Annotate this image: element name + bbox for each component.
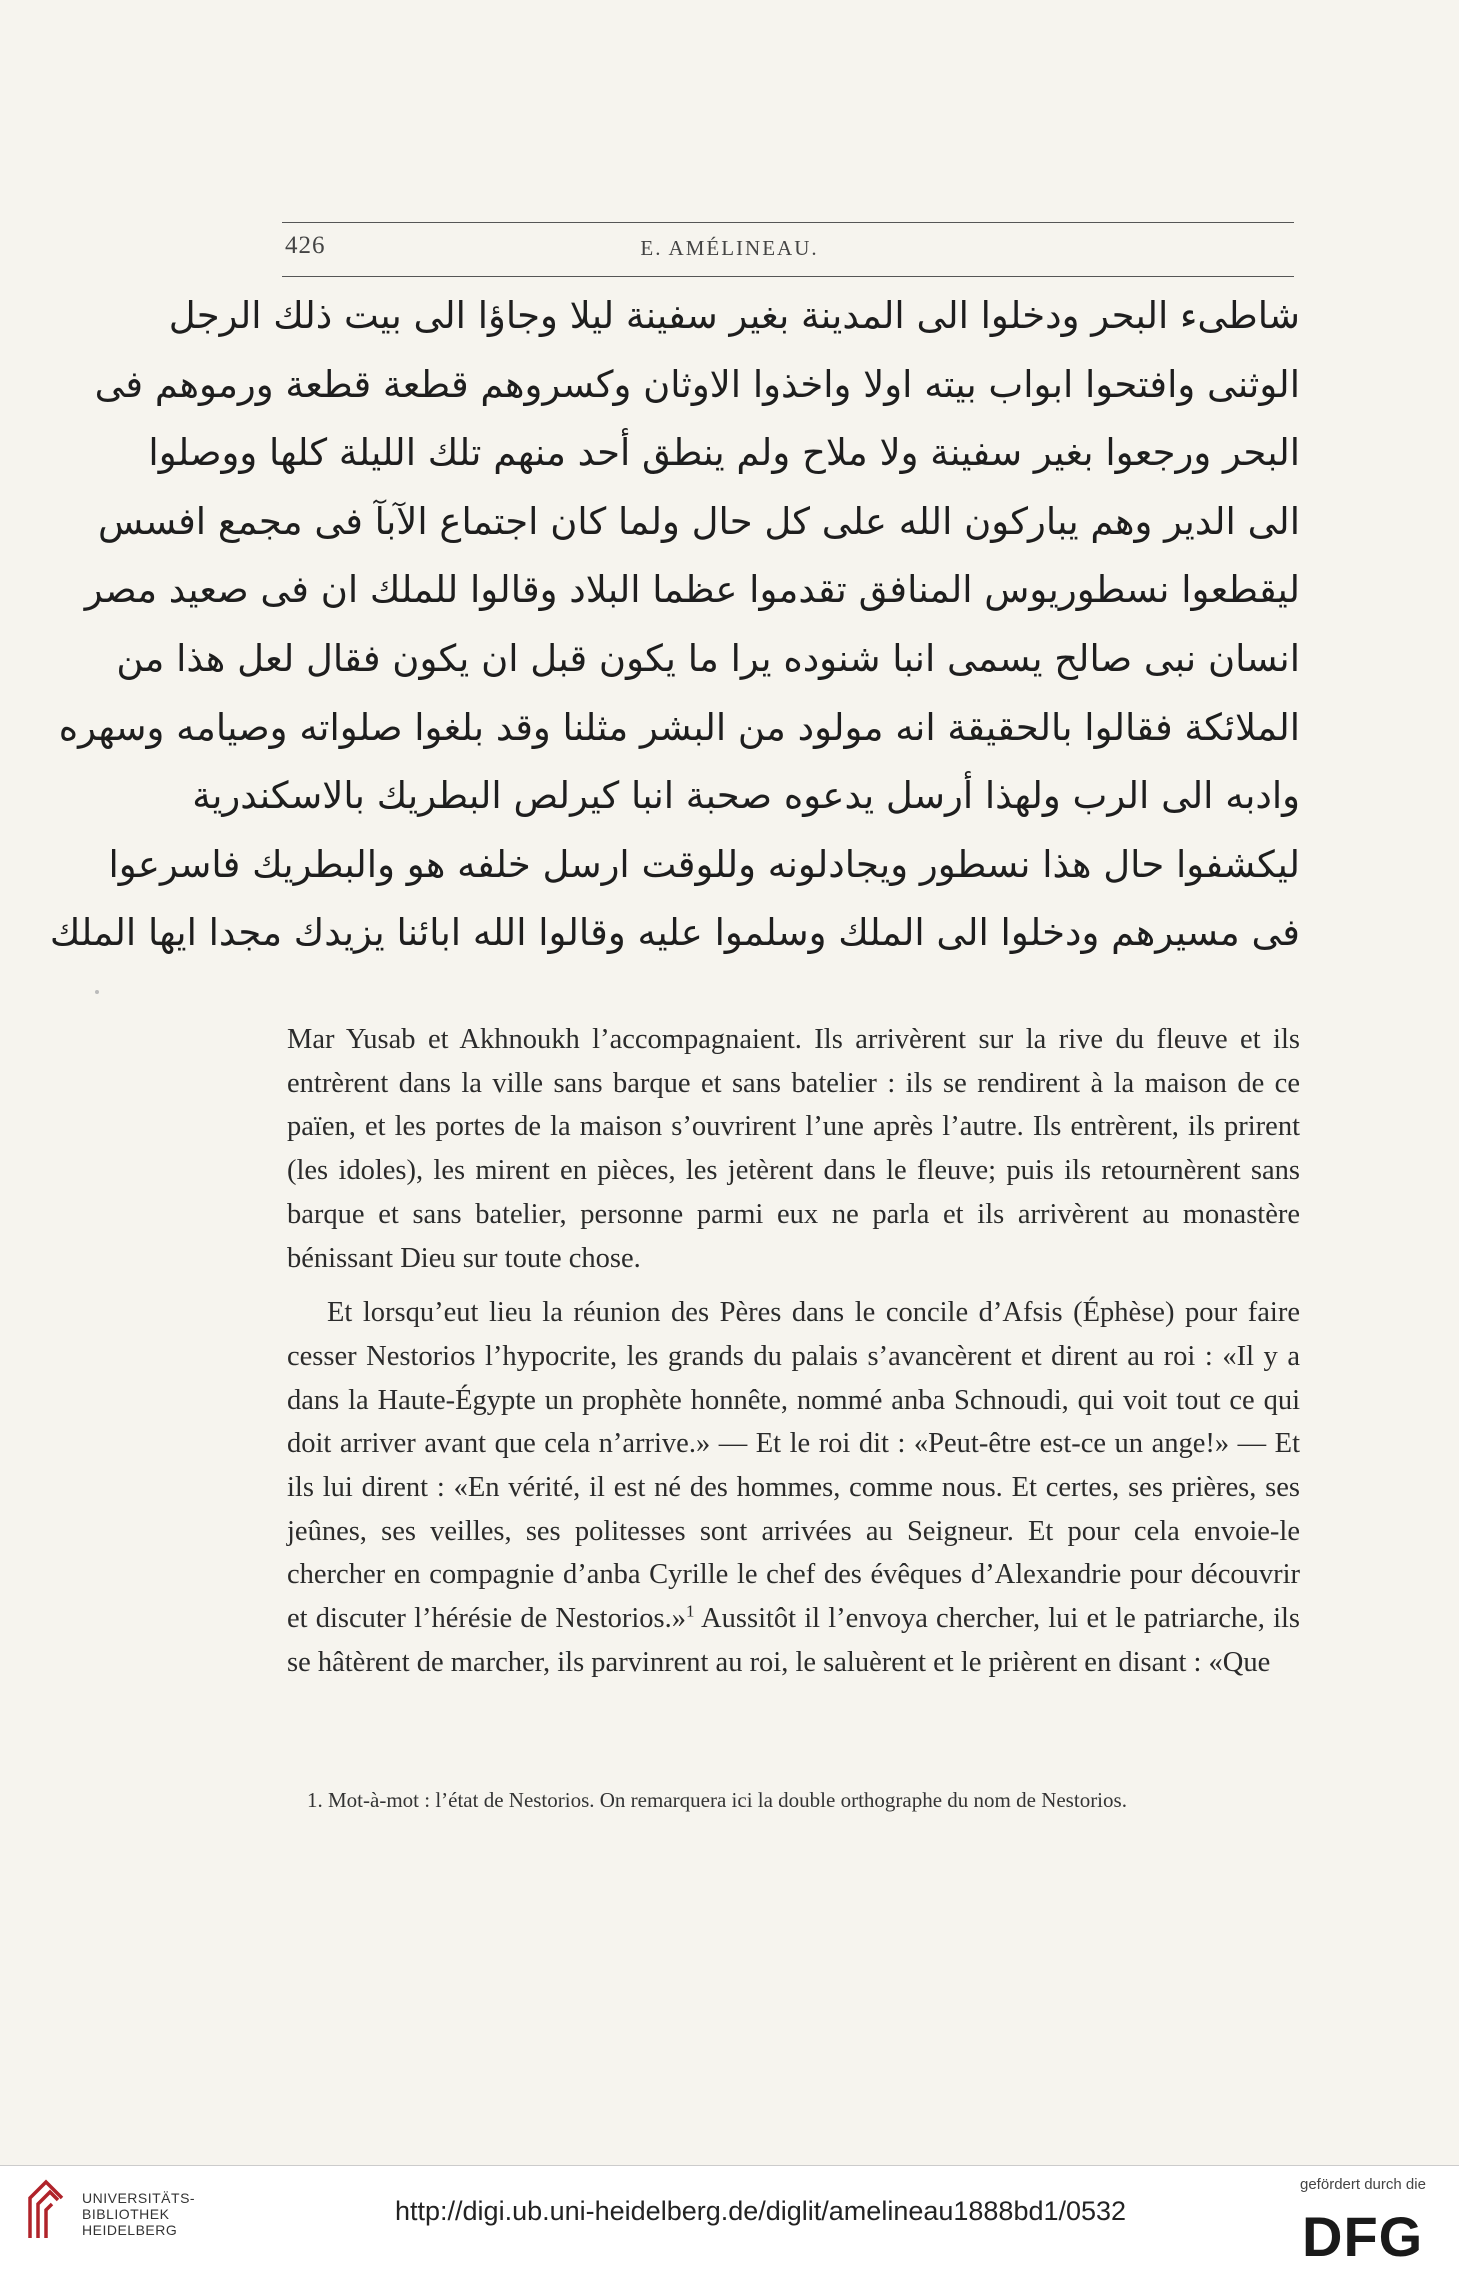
university-library-name: UNIVERSITÄTS- BIBLIOTHEK HEIDELBERG xyxy=(82,2190,196,2238)
digitization-footer xyxy=(0,2165,1459,2271)
arabic-line: وادبه الى الرب ولهذا أرسل يدعوه صحبة انبا كيرلص البطريك بالاسكندرية xyxy=(192,774,1300,818)
page-number: 426 xyxy=(285,232,326,259)
arabic-line: شاطىء البحر ودخلوا الى المدينة بغير سفينة ليلا وجاؤا الى بيت ذلك الرجل xyxy=(168,294,1300,337)
arabic-line: البحر ورجعوا بغير سفينة ولا ملاح ولم ينطق أحد منهم تلك الليلة كلها ووصلوا xyxy=(148,431,1300,475)
french-translation xyxy=(287,1018,1300,1685)
paragraph-2-continuation: Aussitôt il l’envoya chercher, lui et le patriarche, ils se hâtèrent de marcher, ils parvinrent au roi, le saluèrent et le prièrent en disant : «Que xyxy=(287,1603,1300,1678)
arabic-text-block xyxy=(49,282,1300,968)
paragraph-2-text: Et lorsqu’eut lieu la réunion des Pères dans le concile d’Afsis (Éphèse) pour faire cesser Nestorios l’hypocrite, les grands du palais s’avancèrent et dirent au roi : «Il y a dans la Haute-Égypte un prophète honnête, nommé anba Schnoudi, qui voit tout ce qui doit arriver avant que cela n’arrive.» — Et le roi dit : «Peut-être est-ce un ange!» — Et ils lui dirent : «En vérité, il est né des hommes, comme nous. Et certes, ses prières, ses jeûnes, ses veilles, ses politesses sont arrivées au Seigneur. Et pour cela envoie-le chercher en compagnie d’anba Cyrille le chef des évêques d’Alexandrie pour découvrir et discuter l’hérésie de Nestorios.» xyxy=(287,1297,1300,1635)
arabic-line: ليقطعوا نسطوريوس المنافق تقدموا عظما البلاد وقالوا للملك ان فى صعيد مصر xyxy=(84,568,1300,612)
university-library-logo-icon[interactable] xyxy=(24,2176,68,2244)
arabic-line: ليكشفوا حال هذا نسطور ويجادلونه وللوقت ارسل خلفه هو والبطريك فاسرعوا xyxy=(108,842,1300,886)
arabic-line: الوثنى وافتحوا ابواب بيته اولا واخذوا الاوثان وكسروهم قطعة قطعة ورموهم فى xyxy=(94,362,1300,406)
source-url-link[interactable]: http://digi.ub.uni-heidelberg.de/diglit/amelineau1888bd1/0532 xyxy=(395,2196,1127,2226)
paragraph-1: Mar Yusab et Akhnoukh l’accompagnaient. Ils arrivèrent sur la rive du fleuve et ils entrèrent dans la ville sans barque et sans batelier : ils se rendirent à la maison de ce païen, et les portes de la maison s’ouvrirent l’une après l’autre. Ils entrèrent, ils prirent (les idoles), les mirent en pièces, les jetèrent dans le fleuve; puis ils retournèrent sans barque et sans batelier, personne parmi eux ne parla et ils arrivèrent au monastère bénissant Dieu sur toute chose. xyxy=(287,1024,1300,1274)
running-head: E. AMÉLINEAU. xyxy=(640,236,819,260)
arabic-line: الملائكة فقالوا بالحقيقة انه مولود من البشر مثلنا وقد بلغوا صلواته وصيامه وسهره xyxy=(58,705,1300,749)
header-rule-top xyxy=(282,222,1294,223)
header-rule-bottom xyxy=(282,276,1294,277)
arabic-line: الى الدير وهم يباركون الله على كل حال ولما كان اجتماع الآبآ فى مجمع افسس xyxy=(97,499,1300,543)
margin-speck xyxy=(95,990,99,994)
footnote-marker[interactable]: 1 xyxy=(685,1601,695,1621)
arabic-line: فى مسيرهم ودخلوا الى الملك وسلموا عليه وقالوا الله ابائنا يزيدك مجدا ايها الملك xyxy=(49,911,1300,955)
footnote: 1. Mot-à-mot : l’état de Nestorios. On remarquera ici la double orthographe du nom de Nestorios. xyxy=(307,1788,1127,1812)
arabic-line: انسان نبى صالح يسمى انبا شنوده يرا ما يكون قبل ان يكون فقال لعل هذا من xyxy=(116,636,1300,680)
paragraph-2 xyxy=(287,1291,1300,1684)
sponsor-label: gefördert durch die xyxy=(1300,2176,1426,2193)
dfg-logo[interactable]: DFG xyxy=(1302,2205,1424,2268)
